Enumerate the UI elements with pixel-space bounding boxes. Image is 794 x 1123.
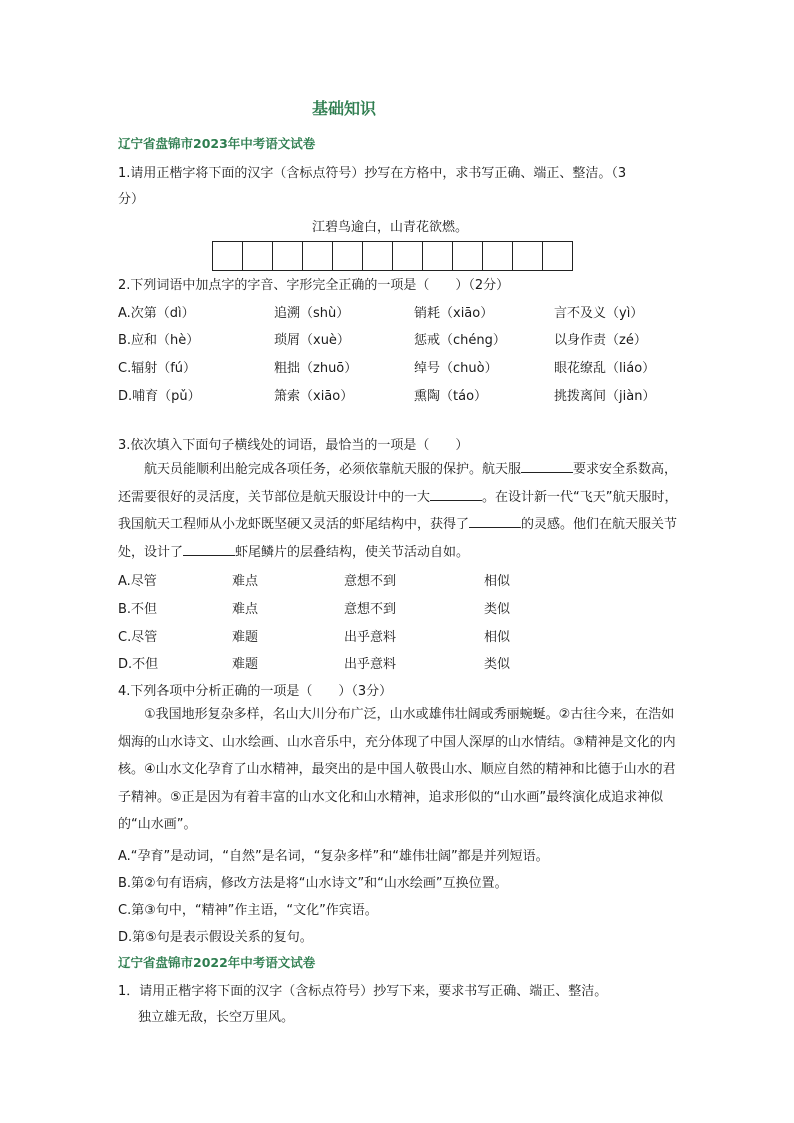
q4-passage: ①我国地形复杂多样，名山大川分布广泛，山水或雄伟壮阔或秀丽蜿蜒。②古往今来，在浩如烟海的山水诗文、山水绘画、山水音乐中，充分体现了中国人深厚的山水情结。③精神是文化的内核。④山水文化孕育了山水精神，最突出的是中国人敬畏山水、顺应自然的精神和比德于山水的君子精神。⑤正是因为有着丰富的山水文化和山水精神，追求形似的“山水画”最终演化成追求神似的“山水画”。: [118, 707, 676, 832]
q2-option-b-4: 以身作责（zé）: [554, 333, 647, 348]
grid-cell[interactable]: [303, 241, 333, 271]
section-heading-2022: 辽宁省盘锦市2022年中考语文试卷: [118, 955, 316, 970]
blank-2[interactable]: [430, 488, 482, 501]
section-heading-2023: 辽宁省盘锦市2023年中考语文试卷: [118, 136, 316, 151]
q2-option-b-1: B.应和（hè）: [118, 333, 200, 348]
q2-option-c-1: C.辐射（fú）: [118, 361, 197, 376]
q4-option-a: A.“孕育”是动词，“自然”是名词，“复杂多样”和“雄伟壮阔”都是并列短语。: [118, 849, 549, 864]
q2-option-d-2: 箫索（xiāo）: [274, 389, 354, 404]
q4-stem: 4.下列各项中分析正确的一项是（ ）（3分）: [118, 684, 393, 699]
grid-cell[interactable]: [273, 241, 303, 271]
q2-option-a-1: A.次第（dì）: [118, 306, 195, 321]
q3-option-d-2: 难题: [232, 657, 259, 672]
q3-option-a-4: 相似: [484, 574, 511, 589]
q3-option-b-3: 意想不到: [344, 602, 397, 617]
q3-option-d-3: 出乎意料: [344, 657, 397, 672]
q3-passage-part2: 要求安全系数高，还需要很好的灵活度，关节部位是航天服设计中的一大: [118, 462, 678, 505]
q4-option-d: D.第⑤句是表示假设关系的复句。: [118, 930, 313, 945]
q3-option-b-1: B.不但: [118, 602, 158, 617]
grid-cell[interactable]: [213, 241, 243, 271]
grid-cell[interactable]: [543, 241, 573, 271]
q2-stem: 2.下列词语中加点字的字音、字形完全正确的一项是（ ）（2分）: [118, 278, 510, 293]
q2-option-c-2: 粗拙（zhuō）: [274, 361, 358, 376]
q3-option-b-4: 类似: [484, 602, 511, 617]
q2-option-c-3: 绰号（chuò）: [414, 361, 498, 376]
q3-option-a-2: 难点: [232, 574, 259, 589]
q3-option-c-3: 出乎意料: [344, 630, 397, 645]
q3-passage-part5: 虾尾鳞片的层叠结构，使关节活动自如。: [235, 544, 470, 560]
grid-cell[interactable]: [243, 241, 273, 271]
q3-option-a-1: A.尽管: [118, 574, 157, 589]
q2-option-d-3: 熏陶（táo）: [414, 389, 488, 404]
q4-option-c: C.第③句中，“精神”作主语，“文化”作宾语。: [118, 903, 378, 918]
grid-cell[interactable]: [453, 241, 483, 271]
blank-3[interactable]: [469, 515, 521, 528]
q3-passage-part3: 。在设计新一代“飞天”航天服时，我国航天工程师从小龙虾既坚硬又灵活的虾尾结构中，获得了: [118, 489, 678, 532]
q5-sentence: 独立雄无敌，长空万里风。: [138, 1010, 295, 1025]
q1-stem-line2: 分）: [118, 192, 145, 207]
q3-option-d-4: 类似: [484, 657, 511, 672]
q2-option-a-2: 追溯（shù）: [274, 306, 350, 321]
blank-1[interactable]: [521, 460, 573, 473]
q2-option-c-4: 眼花缭乱（liáo）: [554, 361, 656, 376]
q2-option-a-4: 言不及义（yì）: [554, 306, 644, 321]
q2-option-b-2: 琐屑（xuè）: [274, 333, 350, 348]
writing-grid[interactable]: [212, 241, 573, 271]
page-title: 基础知识: [312, 99, 377, 118]
q3-option-c-1: C.尽管: [118, 630, 158, 645]
q3-option-a-3: 意想不到: [344, 574, 397, 589]
q3-option-c-4: 相似: [484, 630, 511, 645]
q4-option-b: B.第②句有语病，修改方法是将“山水诗文”和“山水绘画”互换位置。: [118, 876, 508, 891]
q1-sentence: 江碧鸟逾白，山青花欲燃。: [312, 220, 469, 235]
grid-cell[interactable]: [423, 241, 453, 271]
grid-cell[interactable]: [363, 241, 393, 271]
q3-stem: 3.依次填入下面句子横线处的词语，最恰当的一项是（ ）: [118, 438, 469, 453]
q5-stem: 1．请用正楷字将下面的汉字（含标点符号）抄写下来，要求书写正确、端正、整洁。: [118, 984, 608, 999]
grid-cell[interactable]: [333, 241, 363, 271]
q2-option-b-3: 惩戒（chéng）: [414, 333, 506, 348]
grid-cell[interactable]: [513, 241, 543, 271]
q3-option-b-2: 难点: [232, 602, 259, 617]
q2-option-a-3: 销耗（xiāo）: [414, 306, 494, 321]
q3-passage: [118, 456, 680, 566]
q2-option-d-1: D.哺育（pǔ）: [118, 389, 201, 404]
q3-option-d-1: D.不但: [118, 657, 159, 672]
q3-passage-part4: 的灵感。他们在航天服关节处，设计了: [118, 517, 678, 560]
q1-stem-line1: 1.请用正楷字将下面的汉字（含标点符号）抄写在方格中，求书写正确、端正、整洁。（3: [118, 166, 627, 181]
grid-cell[interactable]: [393, 241, 423, 271]
blank-4[interactable]: [183, 543, 235, 556]
grid-cell[interactable]: [483, 241, 513, 271]
q3-passage-part1: 航天员能顺利出舱完成各项任务，必须依靠航天服的保护。航天服: [144, 462, 522, 477]
q3-option-c-2: 难题: [232, 630, 259, 645]
q2-option-d-4: 挑拨离间（jiàn）: [554, 389, 656, 404]
